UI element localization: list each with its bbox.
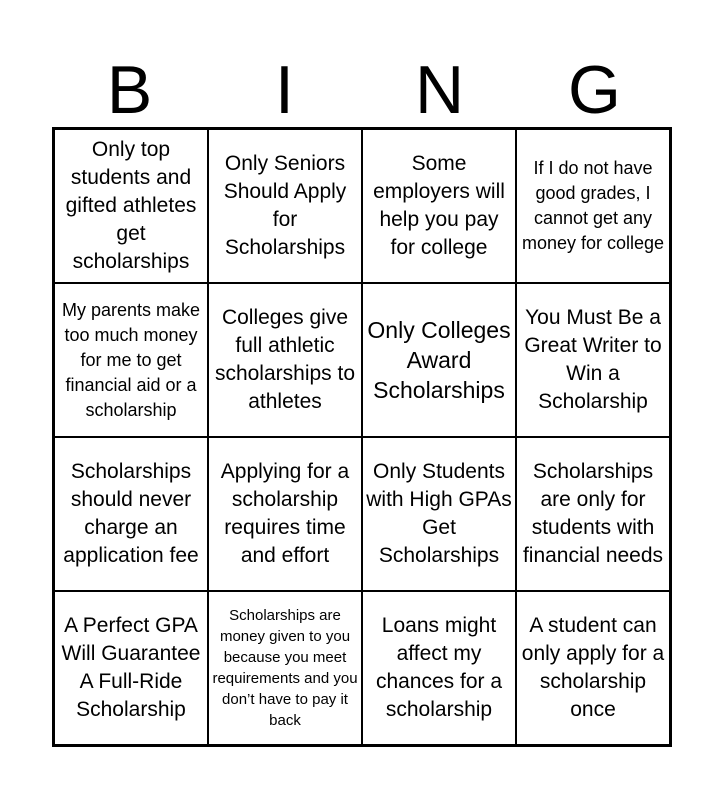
bingo-cell[interactable] [516, 129, 670, 283]
bingo-cell[interactable] [54, 283, 208, 437]
bingo-cell[interactable] [362, 437, 516, 591]
bingo-cell[interactable] [362, 129, 516, 283]
bingo-cell-text: Scholarships are only for students with financial needs [522, 460, 664, 567]
bingo-cell-text: My parents make too much money for me to get financial aid or a scholarship [61, 299, 201, 420]
bingo-header [52, 52, 672, 128]
bingo-cell[interactable] [54, 591, 208, 745]
bingo-cell[interactable] [516, 591, 670, 745]
bingo-cell[interactable] [208, 129, 362, 283]
bingo-cell-text: Scholarships should never charge an application fee [63, 460, 199, 567]
bingo-cell-text: Colleges give full athletic scholarships to athletes [214, 306, 356, 413]
bingo-cell[interactable] [208, 437, 362, 591]
header-letter-b: B [106, 52, 153, 128]
bingo-cell-text: Only top students and gifted athletes get scholarships [65, 138, 197, 273]
bingo-cell-text: Applying for a scholarship requires time and effort [220, 460, 350, 567]
bingo-board [52, 127, 672, 747]
bingo-cell[interactable] [208, 591, 362, 745]
bingo-cell[interactable] [516, 283, 670, 437]
header-letter-g: G [568, 52, 621, 128]
bingo-cell[interactable] [208, 283, 362, 437]
bingo-cell-text: You Must Be a Great Writer to Win a Scholarship [524, 306, 662, 413]
bingo-cell[interactable] [54, 129, 208, 283]
bingo-cell-text: A Perfect GPA Will Guarantee A Full-Ride Scholarship [61, 614, 201, 721]
bingo-cell-text: Some employers will help you pay for college [373, 152, 505, 259]
bingo-cell-text: Loans might affect my chances for a scholarship [375, 614, 503, 721]
bingo-cell-text: Only Colleges Award Scholarships [367, 317, 511, 403]
bingo-cell-text: Only Students with High GPAs Get Scholarships [366, 460, 512, 567]
bingo-cell[interactable] [516, 437, 670, 591]
header-letter-n: N [414, 52, 465, 128]
bingo-cell[interactable] [362, 283, 516, 437]
bingo-cell[interactable] [362, 591, 516, 745]
bingo-cell-text: Scholarships are money given to you because you meet requirements and you don’t have to pay it back [212, 607, 358, 729]
bingo-cell-text: Only Seniors Should Apply for Scholarships [223, 152, 347, 259]
header-letter-i: I [275, 52, 294, 128]
bingo-cell-text: If I do not have good grades, I cannot get any money for college [521, 158, 665, 253]
bingo-cell[interactable] [54, 437, 208, 591]
bingo-cell-text: A student can only apply for a scholarship once [521, 614, 665, 721]
